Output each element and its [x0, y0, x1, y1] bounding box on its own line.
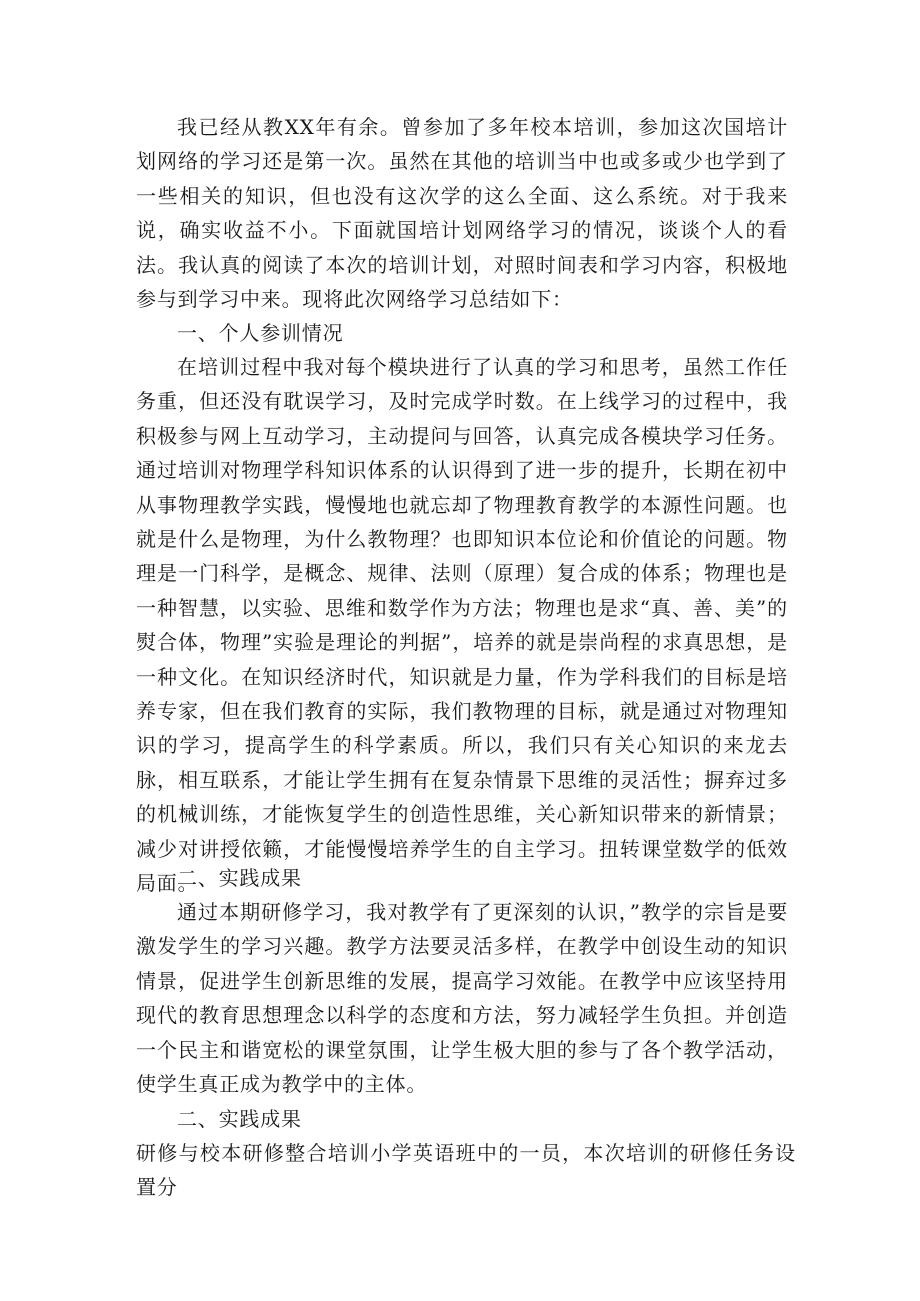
section3-paragraph-block [136, 1136, 796, 1205]
section3-heading-block [136, 1102, 788, 1136]
section2-paragraph: 通过本期研修学习，我对教学有了更深刻的认识，”教学的宗旨是要激发学生的学习兴趣。教学方法要灵活多样，在教学中创设生动的知识情景，促进学生创新思维的发展，提高学习效能。在教学中应该坚持用现代的教育思想理念以科学的态度和方法，努力减轻学生负担。并创造一个民主和谐宽松的课堂氛围，让学生极大胆的参与了各个教学活动，使学生真正成为教学中的主体。 [136, 900, 788, 1097]
intro-paragraph-block [136, 110, 788, 316]
section1-paragraph-block [136, 350, 788, 901]
intro-paragraph: 我已经从教XX年有余。曾参加了多年校本培训，参加这次国培计划网络的学习还是第一次。虽然在其他的培训当中也或多或少也学到了一些相关的知识，但也没有这次学的这么全面、这么系统。对于我来说，确实收益不小。下面就国培计划网络学习的情况，谈谈个人的看法。我认真的阅读了本次的培训计划，对照时间表和学习内容，积极地参与到学习中来。现将此次网络学习总结如下： [136, 115, 788, 312]
section1-paragraph: 在培训过程中我对每个模块进行了认真的学习和思考，虽然工作任务重，但还没有耽误学习，及时完成学时数。在上线学习的过程中，我积极参与网上互动学习，主动提问与回答，认真完成各模块学习任务。通过培训对物理学科知识体系的认识得到了进一步的提升，长期在初中从事物理教学实践，慢慢地也就忘却了物理教育教学的本源性问题。也就是什么是物理，为什么教物理？也即知识本位论和价值论的问题。物理是一门科学，是概念、规律、法则（原理）复合成的体系；物理也是一种智慧，以实验、思维和数学作为方法；物理也是求“真、善、美”的熨合体，物理”实验是理论的判据”，培养的就是崇尚程的求真思想，是一种文化。在知识经济时代，知识就是力量，作为学科我们的目标是培养专家，但在我们教育的实际，我们教物理的目标，就是通过对物理知识的学习，提高学生的科学素质。所以，我们只有关心知识的来龙去脉，相互联系，才能让学生拥有在复杂情景下思维的灵活性；摒弃过多的机械训练，才能恢复学生的创造性思维，关心新知识带来的新情景；减少对讲授依籁，才能慢慢培养学生的自主学习。扭转课堂数学的低效局面。 [136, 355, 788, 896]
section3-heading: 二、实践成果 [177, 1107, 302, 1131]
section1-heading: 一、个人参训情况 [177, 321, 344, 345]
section1-heading-block [136, 316, 788, 350]
section2-heading: 二、实践成果 [177, 866, 302, 890]
section2-paragraph-block [136, 895, 788, 1101]
section3-paragraph: 研修与校本研修整合培训小学英语班中的一员，本次培训的研修任务设置分 [136, 1141, 796, 1200]
section2-heading-block [136, 861, 788, 895]
